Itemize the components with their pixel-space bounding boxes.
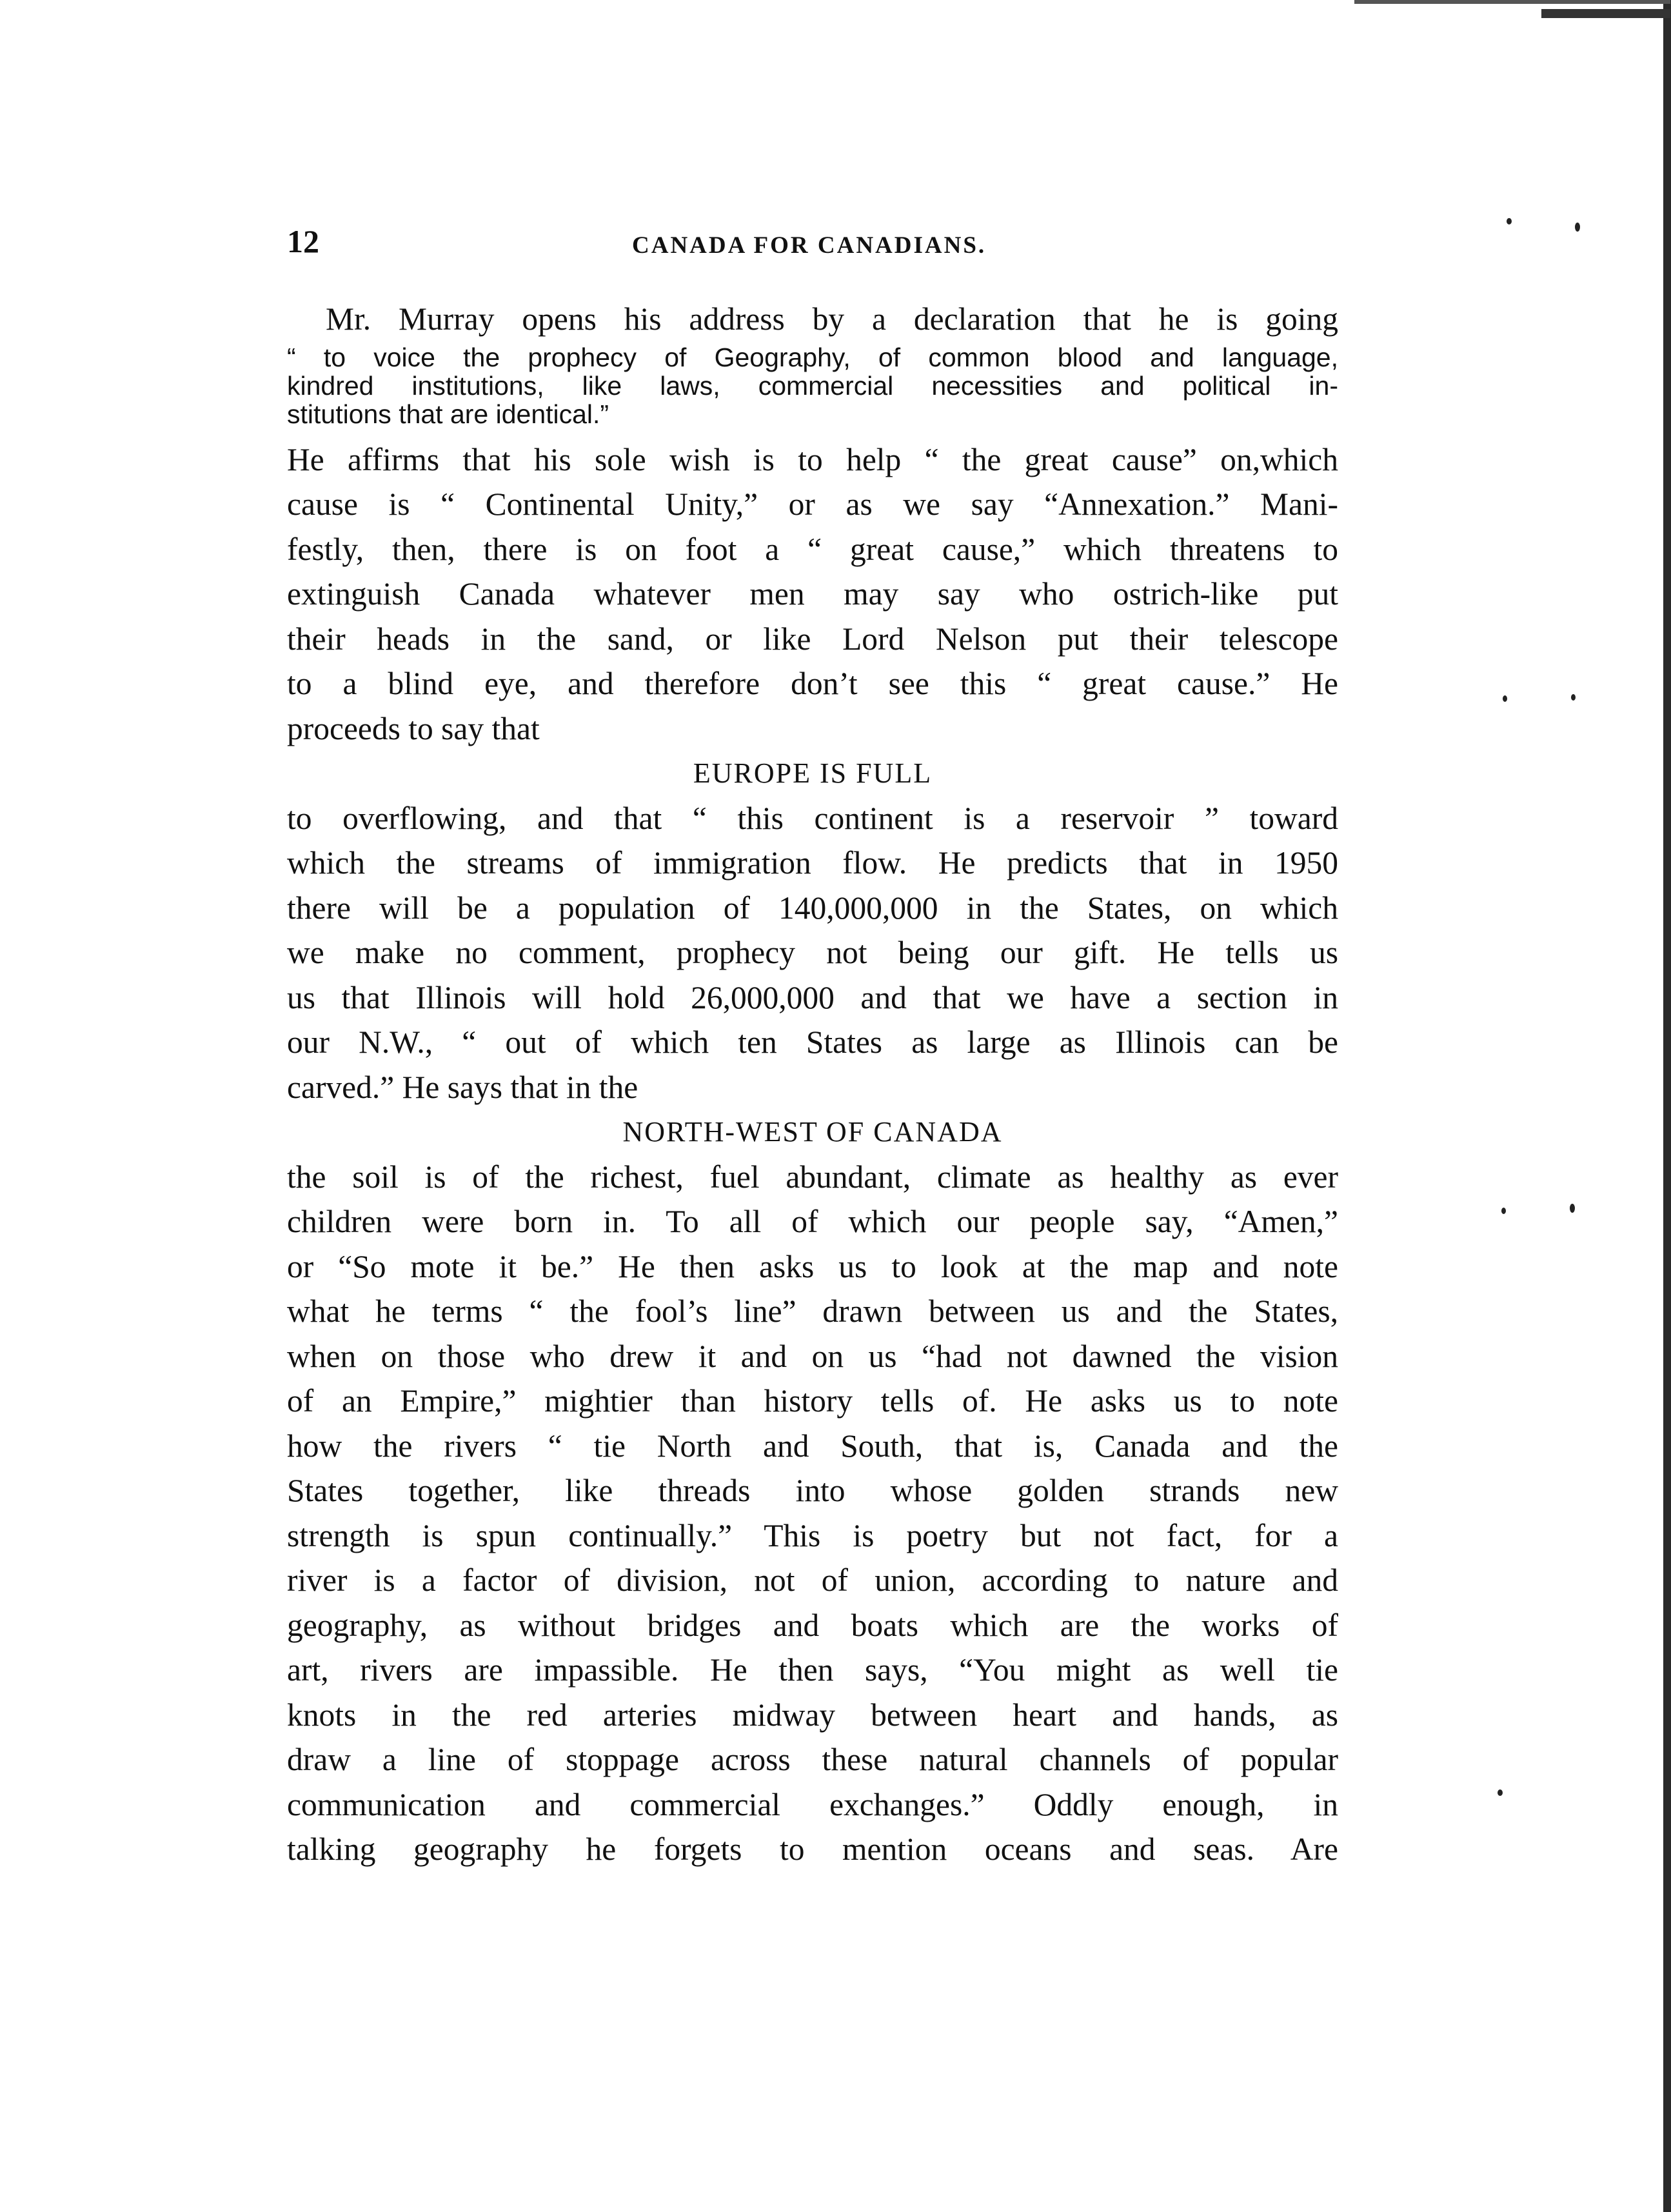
text-line: their heads in the sand, or like Lord Nelson put their telescope [287, 621, 1338, 657]
scan-speck [1507, 218, 1512, 224]
text-line: what he terms “ the fool’s line” drawn between us and the States, [287, 1293, 1338, 1329]
text-line: carved.” He says that in the [287, 1069, 638, 1105]
quote-line: “ to voice the prophecy of Geography, of common blood and language, [287, 342, 1338, 372]
text-line: the soil is of the richest, fuel abundant, climate as healthy as ever [287, 1159, 1338, 1195]
text-line: States together, like threads into whose golden strands new [287, 1473, 1338, 1508]
text-line: of an Empire,” mightier than history tells of. He asks us to note [287, 1383, 1338, 1419]
text-line: when on those who drew it and on us “had not dawned the vision [287, 1338, 1338, 1374]
text-line: there will be a population of 140,000,000 in the States, on which [287, 890, 1338, 926]
scan-speck [1575, 223, 1580, 232]
text-line: how the rivers “ tie North and South, that is, Canada and the [287, 1428, 1338, 1464]
running-head: CANADA FOR CANADIANS. [632, 232, 987, 259]
text-line: He affirms that his sole wish is to help “ the great cause” on,which [287, 441, 1338, 477]
text-line: to a blind eye, and therefore don’t see this “ great cause.” He [287, 666, 1338, 701]
text-line: or “So mote it be.” He then asks us to look at the map and note [287, 1248, 1338, 1284]
scan-edge-top-bar [1541, 9, 1670, 18]
text-line: to overflowing, and that “ this continent is a reservoir ” toward [287, 800, 1338, 836]
text-line: draw a line of stoppage across these natural channels of popular [287, 1742, 1338, 1777]
scan-speck [1498, 1789, 1503, 1796]
scan-speck [1501, 1208, 1506, 1214]
section-heading: NORTH-WEST OF CANADA [622, 1116, 1003, 1148]
text-line: geography, as without bridges and boats which are the works of [287, 1607, 1338, 1643]
text-line: extinguish Canada whatever men may say who ostrich-like put [287, 576, 1338, 612]
scan-speck [1570, 1204, 1575, 1213]
text-line: river is a factor of division, not of union, according to nature and [287, 1562, 1338, 1598]
page-header [287, 223, 1338, 268]
text-line: us that Illinois will hold 26,000,000 and that we have a section in [287, 979, 1338, 1015]
page-number: 12 [287, 223, 319, 259]
quote-line: stitutions that are identical.” [287, 399, 609, 429]
text-line: proceeds to say that [287, 710, 540, 746]
scan-speck [1503, 695, 1507, 702]
text-line: festly, then, there is on foot a “ great cause,” which threatens to [287, 531, 1338, 567]
scan-speck [1571, 694, 1576, 701]
text-line: our N.W., “ out of which ten States as large as Illinois can be [287, 1024, 1338, 1060]
text-line: which the streams of immigration flow. He predicts that in 1950 [287, 845, 1338, 881]
text-line: cause is “ Continental Unity,” or as we say “Annexation.” Mani- [287, 486, 1338, 522]
text-line: communication and commercial exchanges.” Oddly enough, in [287, 1786, 1338, 1822]
quote-line: kindred institutions, like laws, commercial necessities and political in- [287, 370, 1338, 401]
page-body [287, 297, 1338, 1872]
text-line: talking geography he forgets to mention oceans and seas. Are [287, 1831, 1338, 1867]
text-line: children were born in. To all of which our people say, “Amen,” [287, 1204, 1338, 1239]
text-line: knots in the red arteries midway between heart and hands, as [287, 1697, 1338, 1733]
scan-edge-right [1663, 0, 1671, 2212]
text-line: art, rivers are impassible. He then says, “You might as well tie [287, 1652, 1338, 1688]
text-line: Mr. Murray opens his address by a declaration that he is going [326, 301, 1338, 337]
text-line: we make no comment, prophecy not being our gift. He tells us [287, 935, 1338, 970]
section-heading: EUROPE IS FULL [693, 757, 933, 789]
text-line: strength is spun continually.” This is poetry but not fact, for a [287, 1517, 1338, 1553]
scan-edge-top [1354, 0, 1670, 4]
